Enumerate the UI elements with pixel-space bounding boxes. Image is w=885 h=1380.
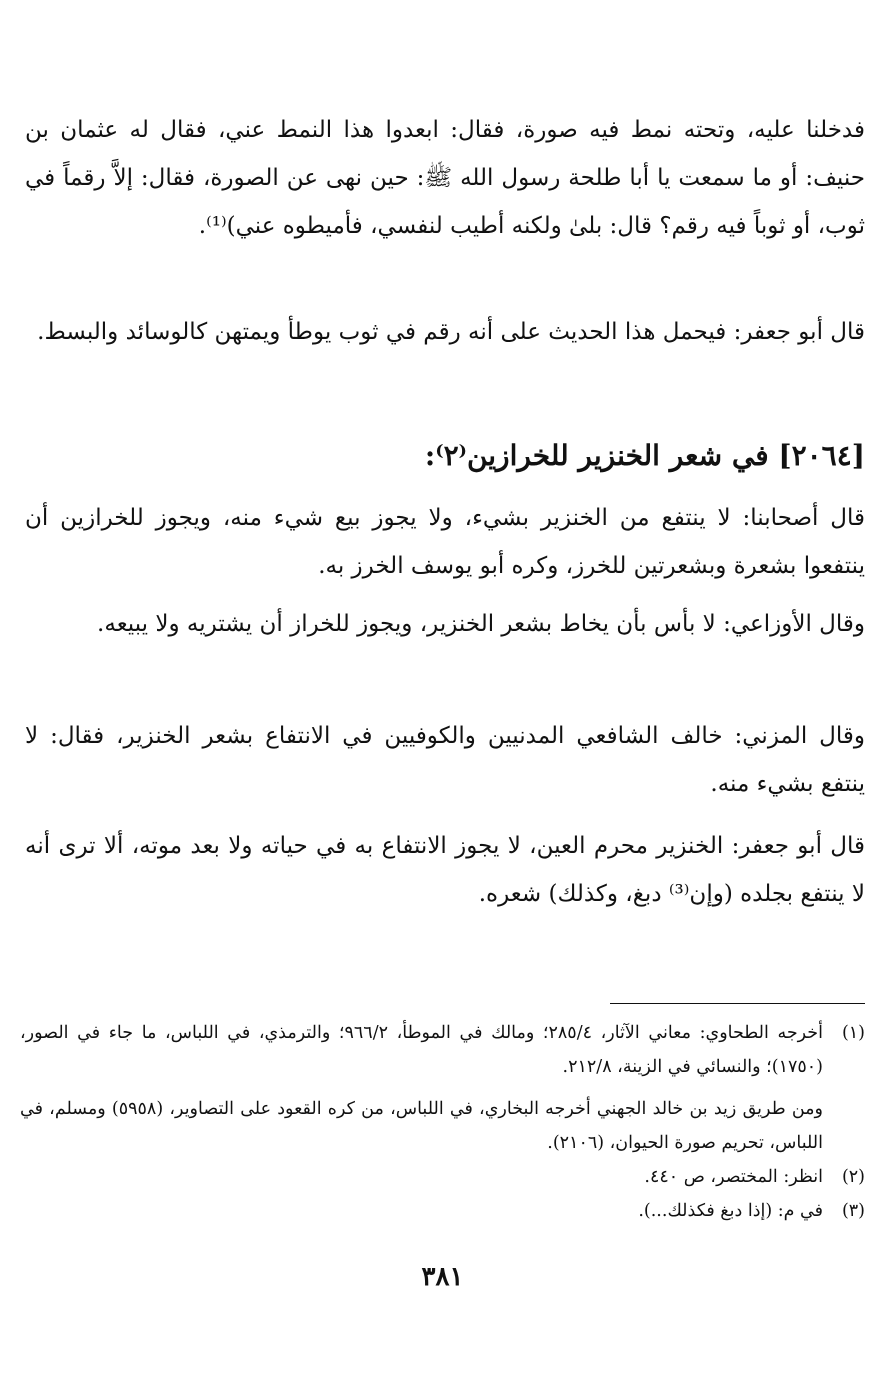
paragraph-muzani: وقال المزني: خالف الشافعي المدنيين والكوفيين في الانتفاع بشعر الخنزير، فقال: لا ينتفع بشيء منه. — [25, 723, 865, 797]
footnote-2 — [20, 1160, 865, 1194]
paragraph-awzai: وقال الأوزاعي: لا بأس بأن يخاط بشعر الخنزير، ويجوز للخراز أن يشتريه ولا يبيعه. — [97, 611, 865, 637]
section-heading: [٢٠٦٤] في شعر الخنزير للخرازين⁽٢⁾: — [424, 439, 865, 472]
page-number: ٣٨١ — [421, 1262, 464, 1292]
paragraph-ashabuna: قال أصحابنا: لا ينتفع من الخنزير بشيء، ولا يجوز بيع شيء منه، ويجوز للخرازين أن ينتفعوا بشعرة وبشعرتين للخرز، وكره أبو يوسف الخرز به. — [25, 505, 865, 579]
footnote-1-number: (١) — [841, 1023, 865, 1043]
footnote-3 — [20, 1194, 865, 1228]
footnote-separator — [610, 1003, 865, 1004]
footnote-3-text: في م: (إذا دبغ فكذلك...). — [638, 1201, 823, 1221]
footnote-1-continuation: ومن طريق زيد بن خالد الجهني أخرجه البخاري، في اللباس، من كره القعود على التصاوير، (٥٩٥٨) ومسلم، في اللباس، تحريم صورة الحيوان، (٢١٠٦). — [20, 1099, 823, 1153]
footnote-3-number: (٣) — [841, 1201, 865, 1221]
footnote-1-text: أخرجه الطحاوي: معاني الآثار، ٢٨٥/٤؛ ومالك في الموطأ، ٩٦٦/٢؛ والترمذي، في اللباس، ما جاء في الصور، (١٧٥٠)؛ والنسائي في الزينة، ٢١٢/٨. — [20, 1023, 823, 1077]
footnote-1 — [20, 1016, 865, 1084]
footnote-2-number: (٢) — [841, 1167, 865, 1187]
paragraph-hadith: فدخلنا عليه، وتحته نمط فيه صورة، فقال: ابعدوا هذا النمط عني، فقال له عثمان بن حنيف: أو ما سمعت يا أبا طلحة رسول الله ﷺ: حين نهى عن الصورة، فقال: إلاَّ رقماً في ثوب، أو ثوباً فيه رقم؟ قال: بلىٰ ولكنه أطيب لنفسي، فأميطوه عني)⁽¹⁾. — [25, 117, 865, 239]
footnote-2-text: انظر: المختصر، ص ٤٤٠. — [644, 1167, 823, 1187]
paragraph-abu-jafar-1: قال أبو جعفر: فيحمل هذا الحديث على أنه رقم في ثوب يوطأ ويمتهن كالوسائد والبسط. — [37, 319, 865, 345]
paragraph-abu-jafar-2: قال أبو جعفر: الخنزير محرم العين، لا يجوز الانتفاع به في حياته ولا بعد موته، ألا ترى أنه لا ينتفع بجلده (وإن⁽³⁾ دبغ، وكذلك) شعره. — [25, 833, 865, 907]
